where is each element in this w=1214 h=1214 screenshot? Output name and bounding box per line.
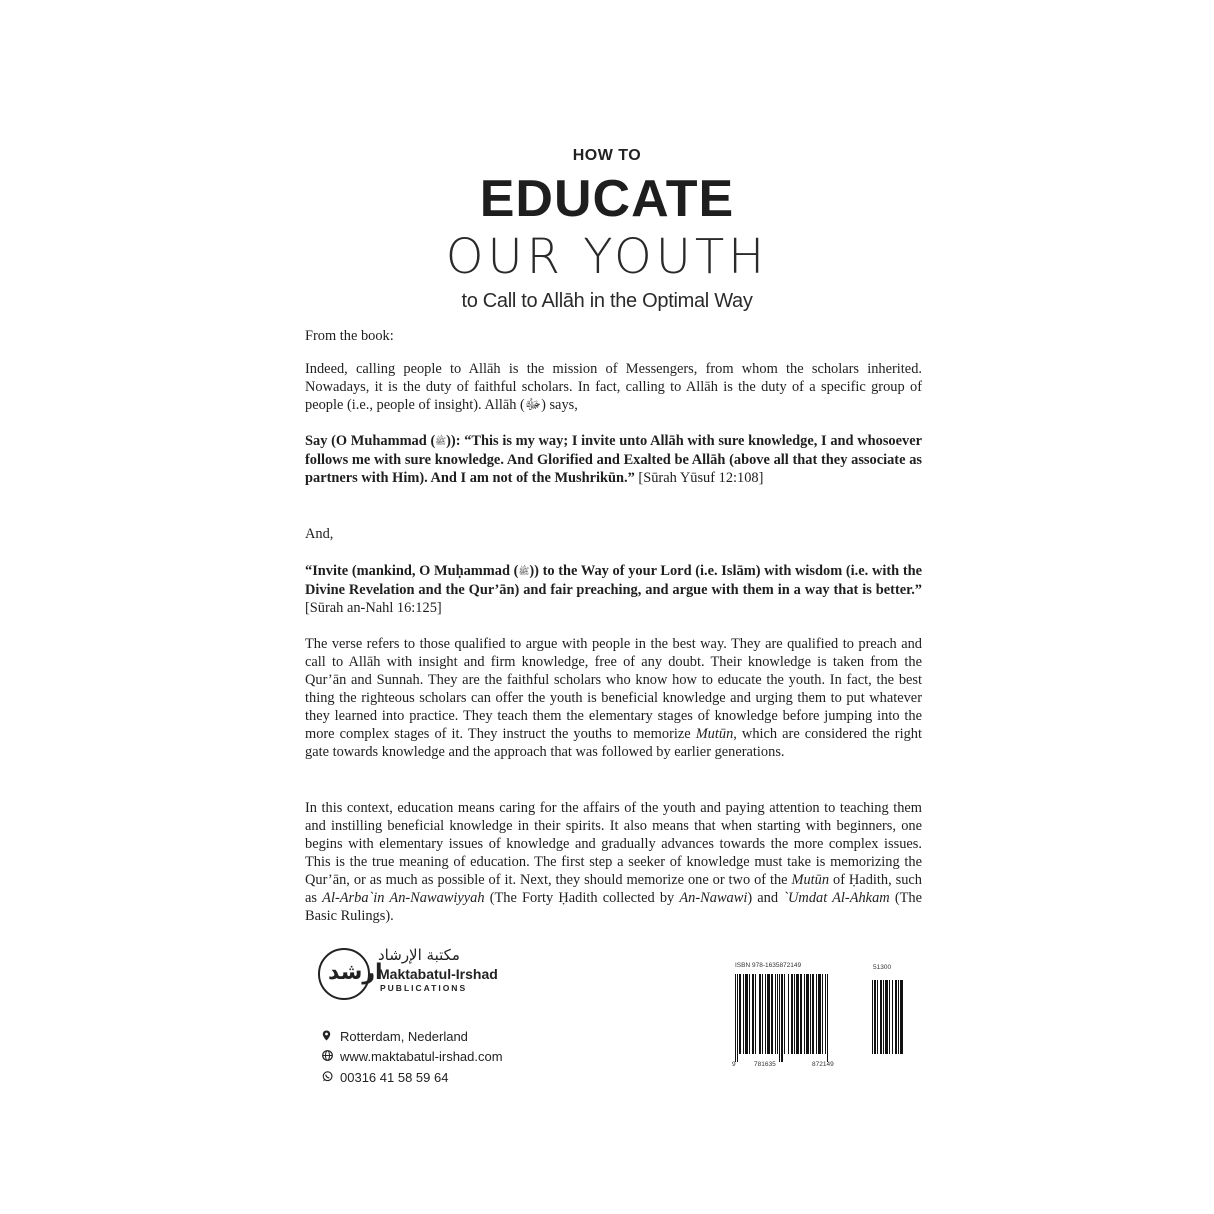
title-our-youth: OUR YOUTH <box>445 229 769 285</box>
contact-website[interactable] <box>322 1049 503 1064</box>
title-educate: EDUCATE <box>479 170 735 228</box>
publisher-arabic-name: مكتبة الإرشاد <box>378 946 460 964</box>
barcode-digits-left: 781635 <box>754 1061 776 1068</box>
contact-location-text: Rotterdam, Nederland <box>340 1029 468 1044</box>
contact-phone <box>322 1070 448 1085</box>
quote-nahl <box>305 562 922 617</box>
publisher-logo-mark <box>318 948 383 1000</box>
paragraph-2-text-a: The verse refers to those qualified to argue with people in the best way. They are qualified to preach and call to Allāh with insight and firm knowledge, free of any doubt. Their knowledge is taken from the Qur’ān and Sunnah. They are the faithful scholars who know how to educate the youth. In fact, the best thing the righteous scholars can offer the youth is beneficial knowledge and urging them to put whatever they learned into practice. They teach them the elementary stages of knowledge before jumping into the more complex stages of it. They instruct the youths to memorize <box>305 636 922 742</box>
map-pin-icon <box>322 1030 334 1044</box>
publisher-subtitle: PUBLICATIONS <box>380 983 468 993</box>
quote-yusuf-text-b: )): “This is my way; I invite unto Allāh with sure knowledge, I and whosoever follows me with sure knowledge. And Glorified and Exalted be Allāh (above all that they associate as partners with Him). And I am not of the Mushrikūn.” <box>305 433 922 486</box>
quote-nahl-text-a: “Invite (mankind, O Muḥammad ( <box>305 563 519 579</box>
pbuh-glyph: ﷺ <box>435 436 447 447</box>
quote-yusuf <box>305 432 922 487</box>
pbuh-glyph: ﷺ <box>518 566 530 577</box>
quote-yusuf-text-a: Say (O Muhammad ( <box>305 433 436 449</box>
isbn-label: ISBN 978-1635872149 <box>735 962 802 969</box>
quote-nahl-text-b: )) to the Way of your Lord (i.e. Islām) with wisdom (i.e. with the Divine Revelation and the Qur’ān) and fair preaching, and argue with them in a way that is better.” <box>305 563 922 598</box>
paragraph-3-emphasis-1: Mutūn <box>791 872 830 888</box>
barcode-digits-right: 872149 <box>812 1061 834 1068</box>
paragraph-3-text-d: ) and <box>747 890 784 906</box>
paragraph-2-emphasis: Mutūn <box>695 726 734 742</box>
isbn-barcode <box>732 962 917 1072</box>
publisher-logo-glyph: ارشد <box>328 960 383 985</box>
barcode-digit-lead: 9 <box>732 1061 736 1068</box>
paragraph-3-emphasis-4: `Umdat Al-Ahkam <box>783 890 890 906</box>
subtitle: to Call to Allāh in the Optimal Way <box>461 290 753 312</box>
paragraph-3-emphasis-2: Al-Arba`in An-Nawawiyyah <box>322 890 485 906</box>
barcode-bars-addon <box>872 980 916 1070</box>
barcode-bars-main <box>735 974 865 1062</box>
publisher-logo <box>318 946 538 1006</box>
contact-website-text[interactable]: www.maktabatul-irshad.com <box>340 1049 503 1064</box>
paragraph-3-text-a: In this context, education means caring for the affairs of the youth and paying attention to teaching them and instilling beneficial knowledge in their spirits. It also means that when starting with beginners, one begins with elementary issues of knowledge and gradually advances towards the more complex issues. This is the true meaning of education. The first step a seeker of knowledge must take is memorizing the Qur’ān, or as much as possible of it. Next, they should memorize one or two of the <box>305 800 922 888</box>
paragraph-3-text-c: (The Forty Ḥadith collected by <box>484 890 680 906</box>
contact-phone-text: 00316 41 58 59 64 <box>340 1070 449 1085</box>
price-label: 51300 <box>873 964 892 971</box>
paragraph-3 <box>305 799 922 925</box>
paragraph-1: Indeed, calling people to Allāh is the mission of Messengers, from whom the scholars inherited. Nowadays, it is the duty of faithful scholars. In fact, calling to Allāh is the duty of a specific group of people (i.e., people of insight). Allāh (ﷻ) says, <box>305 361 922 413</box>
paragraph-2 <box>305 635 922 761</box>
quote-nahl-reference: [Sūrah an-Nahl 16:125] <box>305 599 442 616</box>
paragraph-2-text-b: , which are considered the right gate towards knowledge and the approach that was followed by earlier generations. <box>305 726 922 760</box>
paragraph-3-text-b: of Ḥadith, such as <box>305 872 922 906</box>
title-how-to: HOW TO <box>572 147 642 164</box>
paragraph-3-emphasis-3: An-Nawawi <box>679 890 748 906</box>
intro-line: From the book: <box>305 328 394 344</box>
paragraph-3-text-e: (The Basic Rulings). <box>305 890 923 924</box>
globe-icon <box>322 1050 334 1064</box>
and-line: And, <box>305 526 334 542</box>
contact-location <box>322 1029 468 1044</box>
publisher-name: Maktabatul-Irshad <box>378 966 498 982</box>
whatsapp-icon <box>322 1071 334 1085</box>
quote-yusuf-reference: [Sūrah Yūsuf 12:108] <box>634 469 764 486</box>
